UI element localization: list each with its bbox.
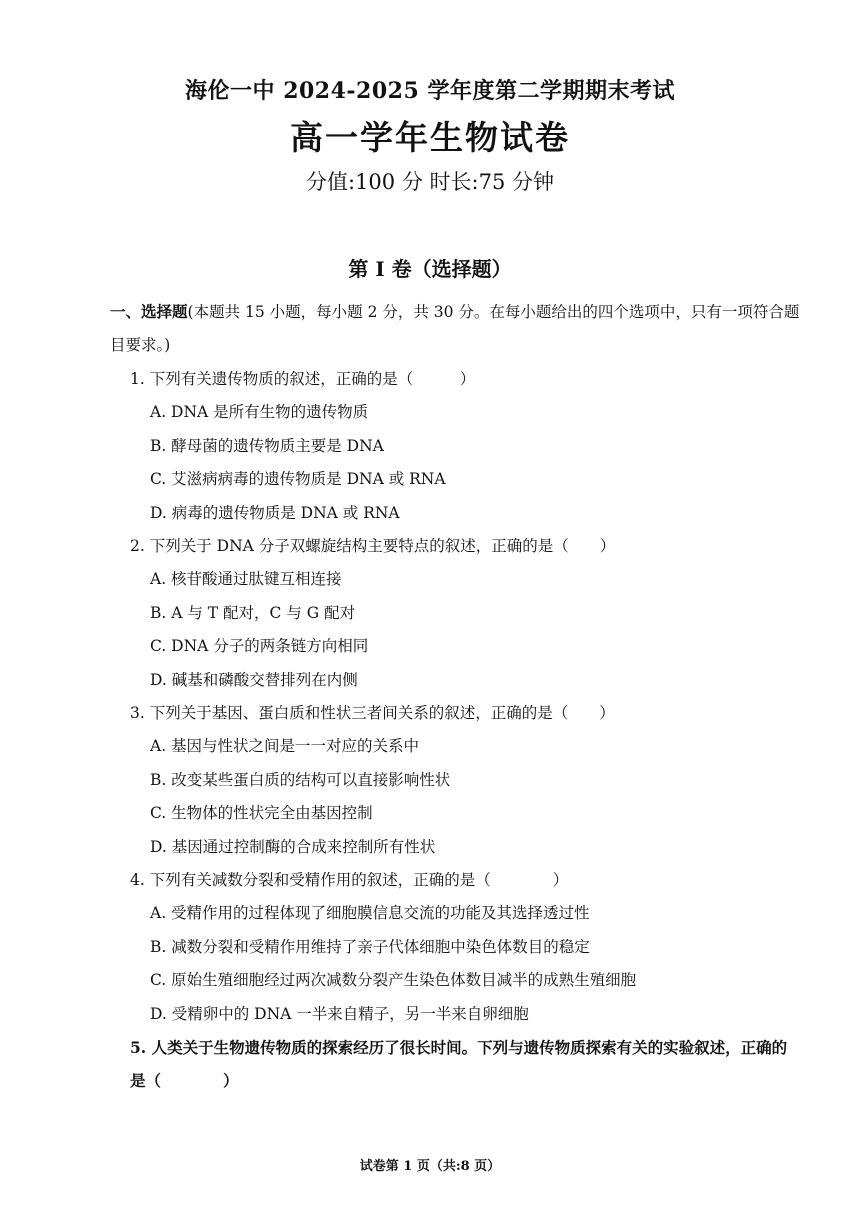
page-footer: 试卷第 1 页（共:8 页） [359, 1159, 501, 1174]
option-b: B. 减数分裂和受精作用维持了亲子代体细胞中染色体数目的稳定 [150, 937, 590, 956]
exam-score-duration: 分值:100 分 时长:75 分钟 [306, 170, 554, 194]
question-stem: 1. 下列有关遗传物质的叙述，正确的是（ ） [130, 370, 476, 388]
option-c: C. 生物体的性状完全由基因控制 [150, 804, 373, 822]
question-stem: 5. 人类关于生物遗传物质的探索经历了很长时间。下列与遗传物质探索有关的实验叙述，正确的是（ ） [130, 1038, 788, 1090]
question-list [130, 363, 810, 1097]
question-2 [130, 530, 810, 697]
option-d: D. 基因通过控制酶的合成来控制所有性状 [150, 837, 436, 856]
question-stem: 3. 下列关于基因、蛋白质和性状三者间关系的叙述，正确的是（ ） [130, 704, 615, 722]
question-1 [130, 363, 810, 530]
school-exam-title: 海伦一中 2024-2025 学年度第二学期期末考试 [185, 78, 675, 104]
option-a: A. 受精作用的过程体现了细胞膜信息交流的功能及其选择透过性 [150, 904, 590, 922]
section-instructions [110, 295, 800, 362]
question-4 [130, 864, 810, 1031]
option-a: A. 核苷酸通过肽键互相连接 [150, 570, 342, 588]
option-d: D. 碱基和磷酸交替排列在内侧 [150, 670, 358, 689]
question-stem: 2. 下列关于 DNA 分子双螺旋结构主要特点的叙述，正确的是（ ） [130, 537, 616, 555]
option-b: B. A 与 T 配对，C 与 G 配对 [150, 603, 356, 622]
option-d: D. 病毒的遗传物质是 DNA 或 RNA [150, 503, 400, 522]
option-a: A. DNA 是所有生物的遗传物质 [150, 403, 369, 421]
exam-subject-title: 高一学年生物试卷 [290, 118, 570, 157]
option-a: A. 基因与性状之间是一一对应的关系中 [150, 737, 420, 755]
section-title: 第 I 卷（选择题） [348, 257, 512, 281]
question-stem: 4. 下列有关减数分裂和受精作用的叙述，正确的是（ ） [130, 871, 569, 889]
instruction-text: (本题共 15 小题，每小题 2 分，共 30 分。在每小题给出的四个选项中，只有一项符合题目要求。) [110, 303, 800, 354]
option-b: B. 酵母菌的遗传物质主要是 DNA [150, 436, 384, 455]
question-3 [130, 697, 810, 864]
option-d: D. 受精卵中的 DNA 一半来自精子，另一半来自卵细胞 [150, 1004, 529, 1023]
option-c: C. 艾滋病病毒的遗传物质是 DNA 或 RNA [150, 470, 446, 488]
instruction-lead: 一、选择题 [110, 302, 188, 321]
option-c: C. 原始生殖细胞经过两次减数分裂产生染色体数目减半的成熟生殖细胞 [150, 971, 637, 989]
question-5 [130, 1031, 810, 1097]
option-b: B. 改变某些蛋白质的结构可以直接影响性状 [150, 770, 451, 789]
option-c: C. DNA 分子的两条链方向相同 [150, 637, 369, 655]
